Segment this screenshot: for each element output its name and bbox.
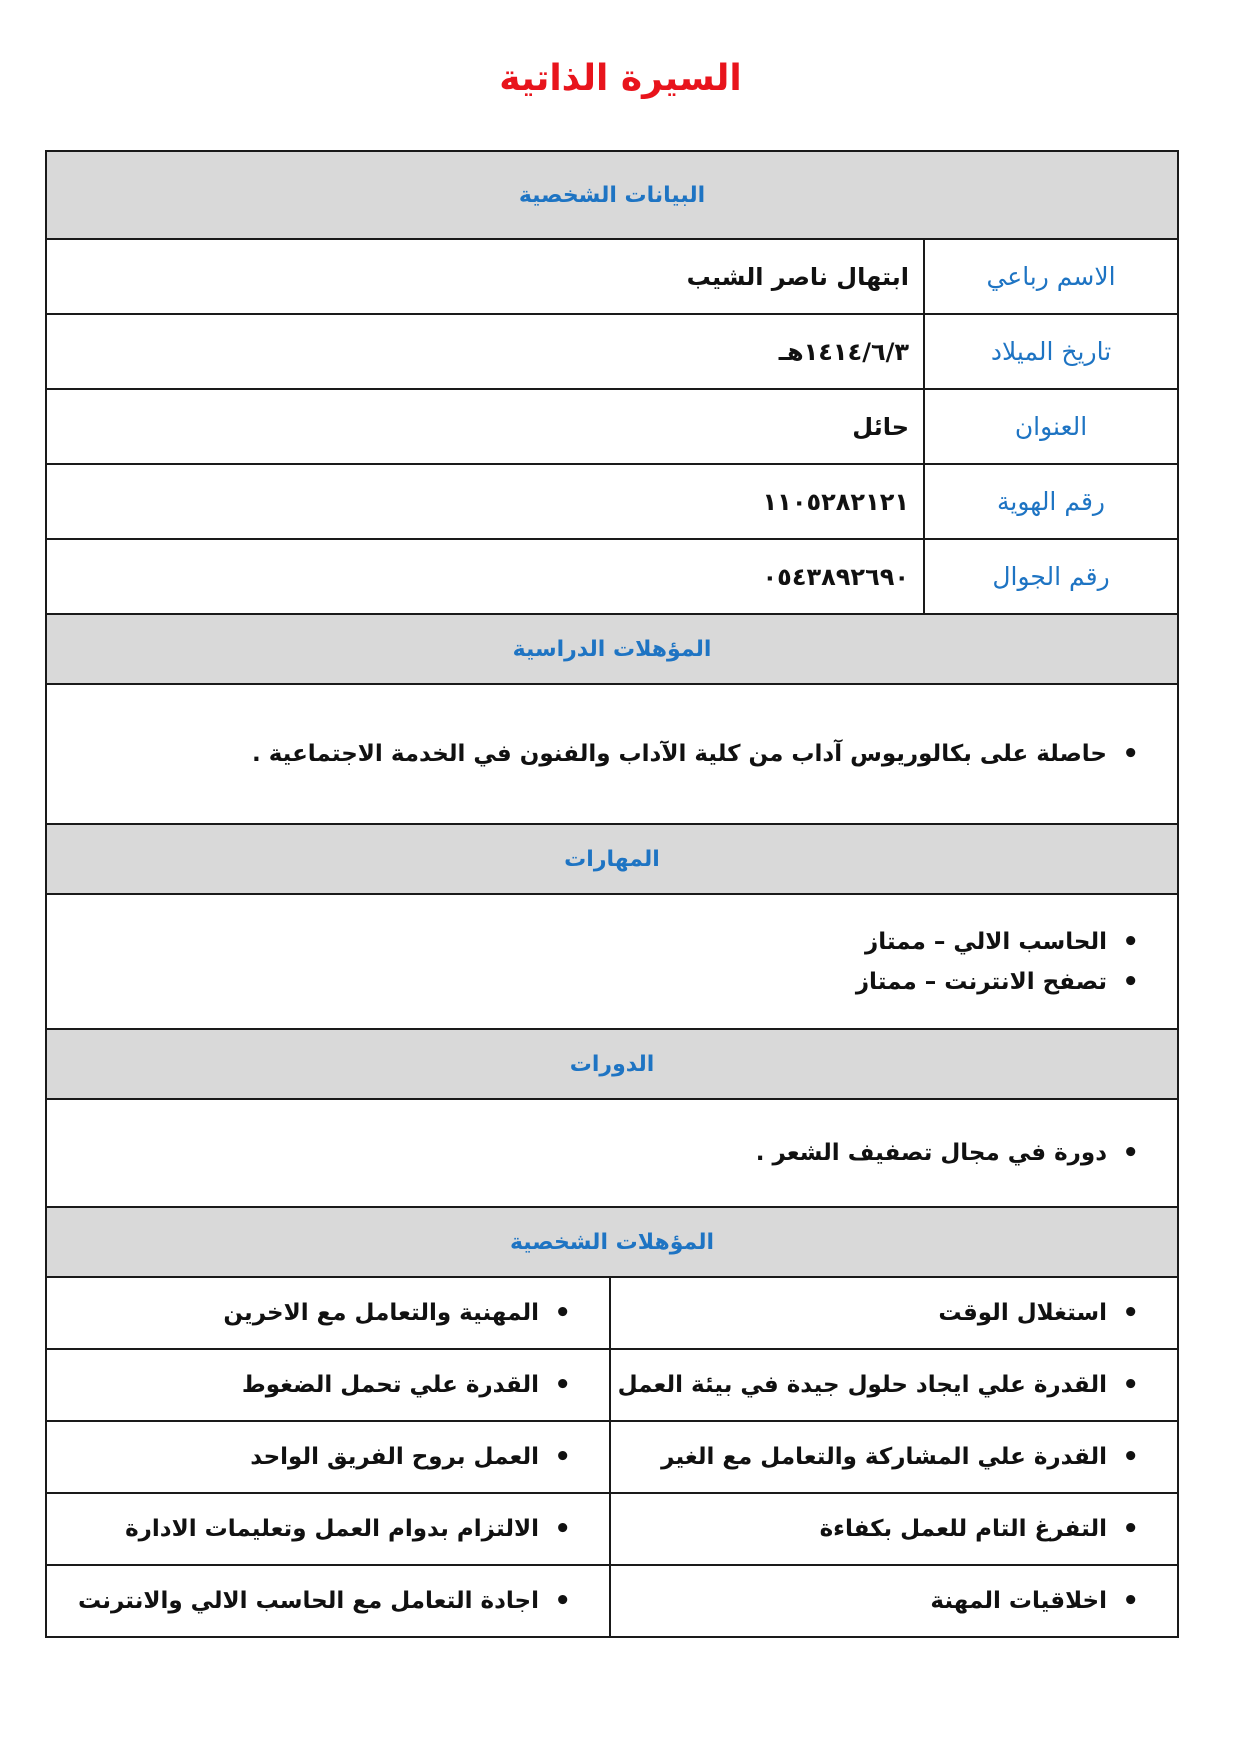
quality-cell: • القدرة علي تحمل الضغوط [46,1349,610,1421]
document-title: السيرة الذاتية [499,58,742,99]
table-row [46,1493,1178,1565]
name-label: الاسم رباعي [924,239,1178,314]
list-item: • الحاسب الالي – ممتاز [47,922,1107,962]
quality-cell: • العمل بروح الفريق الواحد [46,1421,610,1493]
personal-row-birthdate [46,314,1178,389]
cv-table [45,150,1179,1638]
personal-row-name [46,239,1178,314]
courses-list [47,1133,1107,1173]
personal-row-id [46,464,1178,539]
skills-box [46,894,1178,1029]
personal-info-heading: البيانات الشخصية [46,151,1178,239]
list-item: • حاصلة على بكالوريوس آداب من كلية الآداب والفنون في الخدمة الاجتماعية . [47,734,1107,774]
education-box [46,684,1178,824]
table-row [46,1277,1178,1349]
quality-cell: • اجادة التعامل مع الحاسب الالي والانترنت [46,1565,610,1637]
education-heading: المؤهلات الدراسية [46,614,1178,684]
courses-heading: الدورات [46,1029,1178,1099]
quality-cell: • المهنية والتعامل مع الاخرين [46,1277,610,1349]
education-list [47,734,1107,774]
id-label: رقم الهوية [924,464,1178,539]
id-value: ١١٠٥٢٨٢١٢١ [46,464,924,539]
list-item: • تصفح الانترنت – ممتاز [47,962,1107,1002]
personal-row-mobile [46,539,1178,614]
quality-cell: • القدرة علي ايجاد حلول جيدة في بيئة العمل [610,1349,1178,1421]
table-row [46,1421,1178,1493]
skills-heading: المهارات [46,824,1178,894]
birthdate-label: تاريخ الميلاد [924,314,1178,389]
quality-cell: • القدرة علي المشاركة والتعامل مع الغير [610,1421,1178,1493]
address-value: حائل [46,389,924,464]
address-label: العنوان [924,389,1178,464]
mobile-value: ٠٥٤٣٨٩٢٦٩٠ [46,539,924,614]
name-value: ابتهال ناصر الشيب [46,239,924,314]
list-item: • دورة في مجال تصفيف الشعر . [47,1133,1107,1173]
quality-cell: • استغلال الوقت [610,1277,1178,1349]
table-row [46,1565,1178,1637]
personal-qualities-heading: المؤهلات الشخصية [46,1207,1178,1277]
table-row [46,1349,1178,1421]
quality-cell: • الالتزام بدوام العمل وتعليمات الادارة [46,1493,610,1565]
birthdate-value: ١٤١٤/٦/٣هـ [46,314,924,389]
personal-row-address [46,389,1178,464]
skills-list [47,922,1107,1002]
quality-cell: • اخلاقيات المهنة [610,1565,1178,1637]
quality-cell: • التفرغ التام للعمل بكفاءة [610,1493,1178,1565]
mobile-label: رقم الجوال [924,539,1178,614]
courses-box [46,1099,1178,1207]
